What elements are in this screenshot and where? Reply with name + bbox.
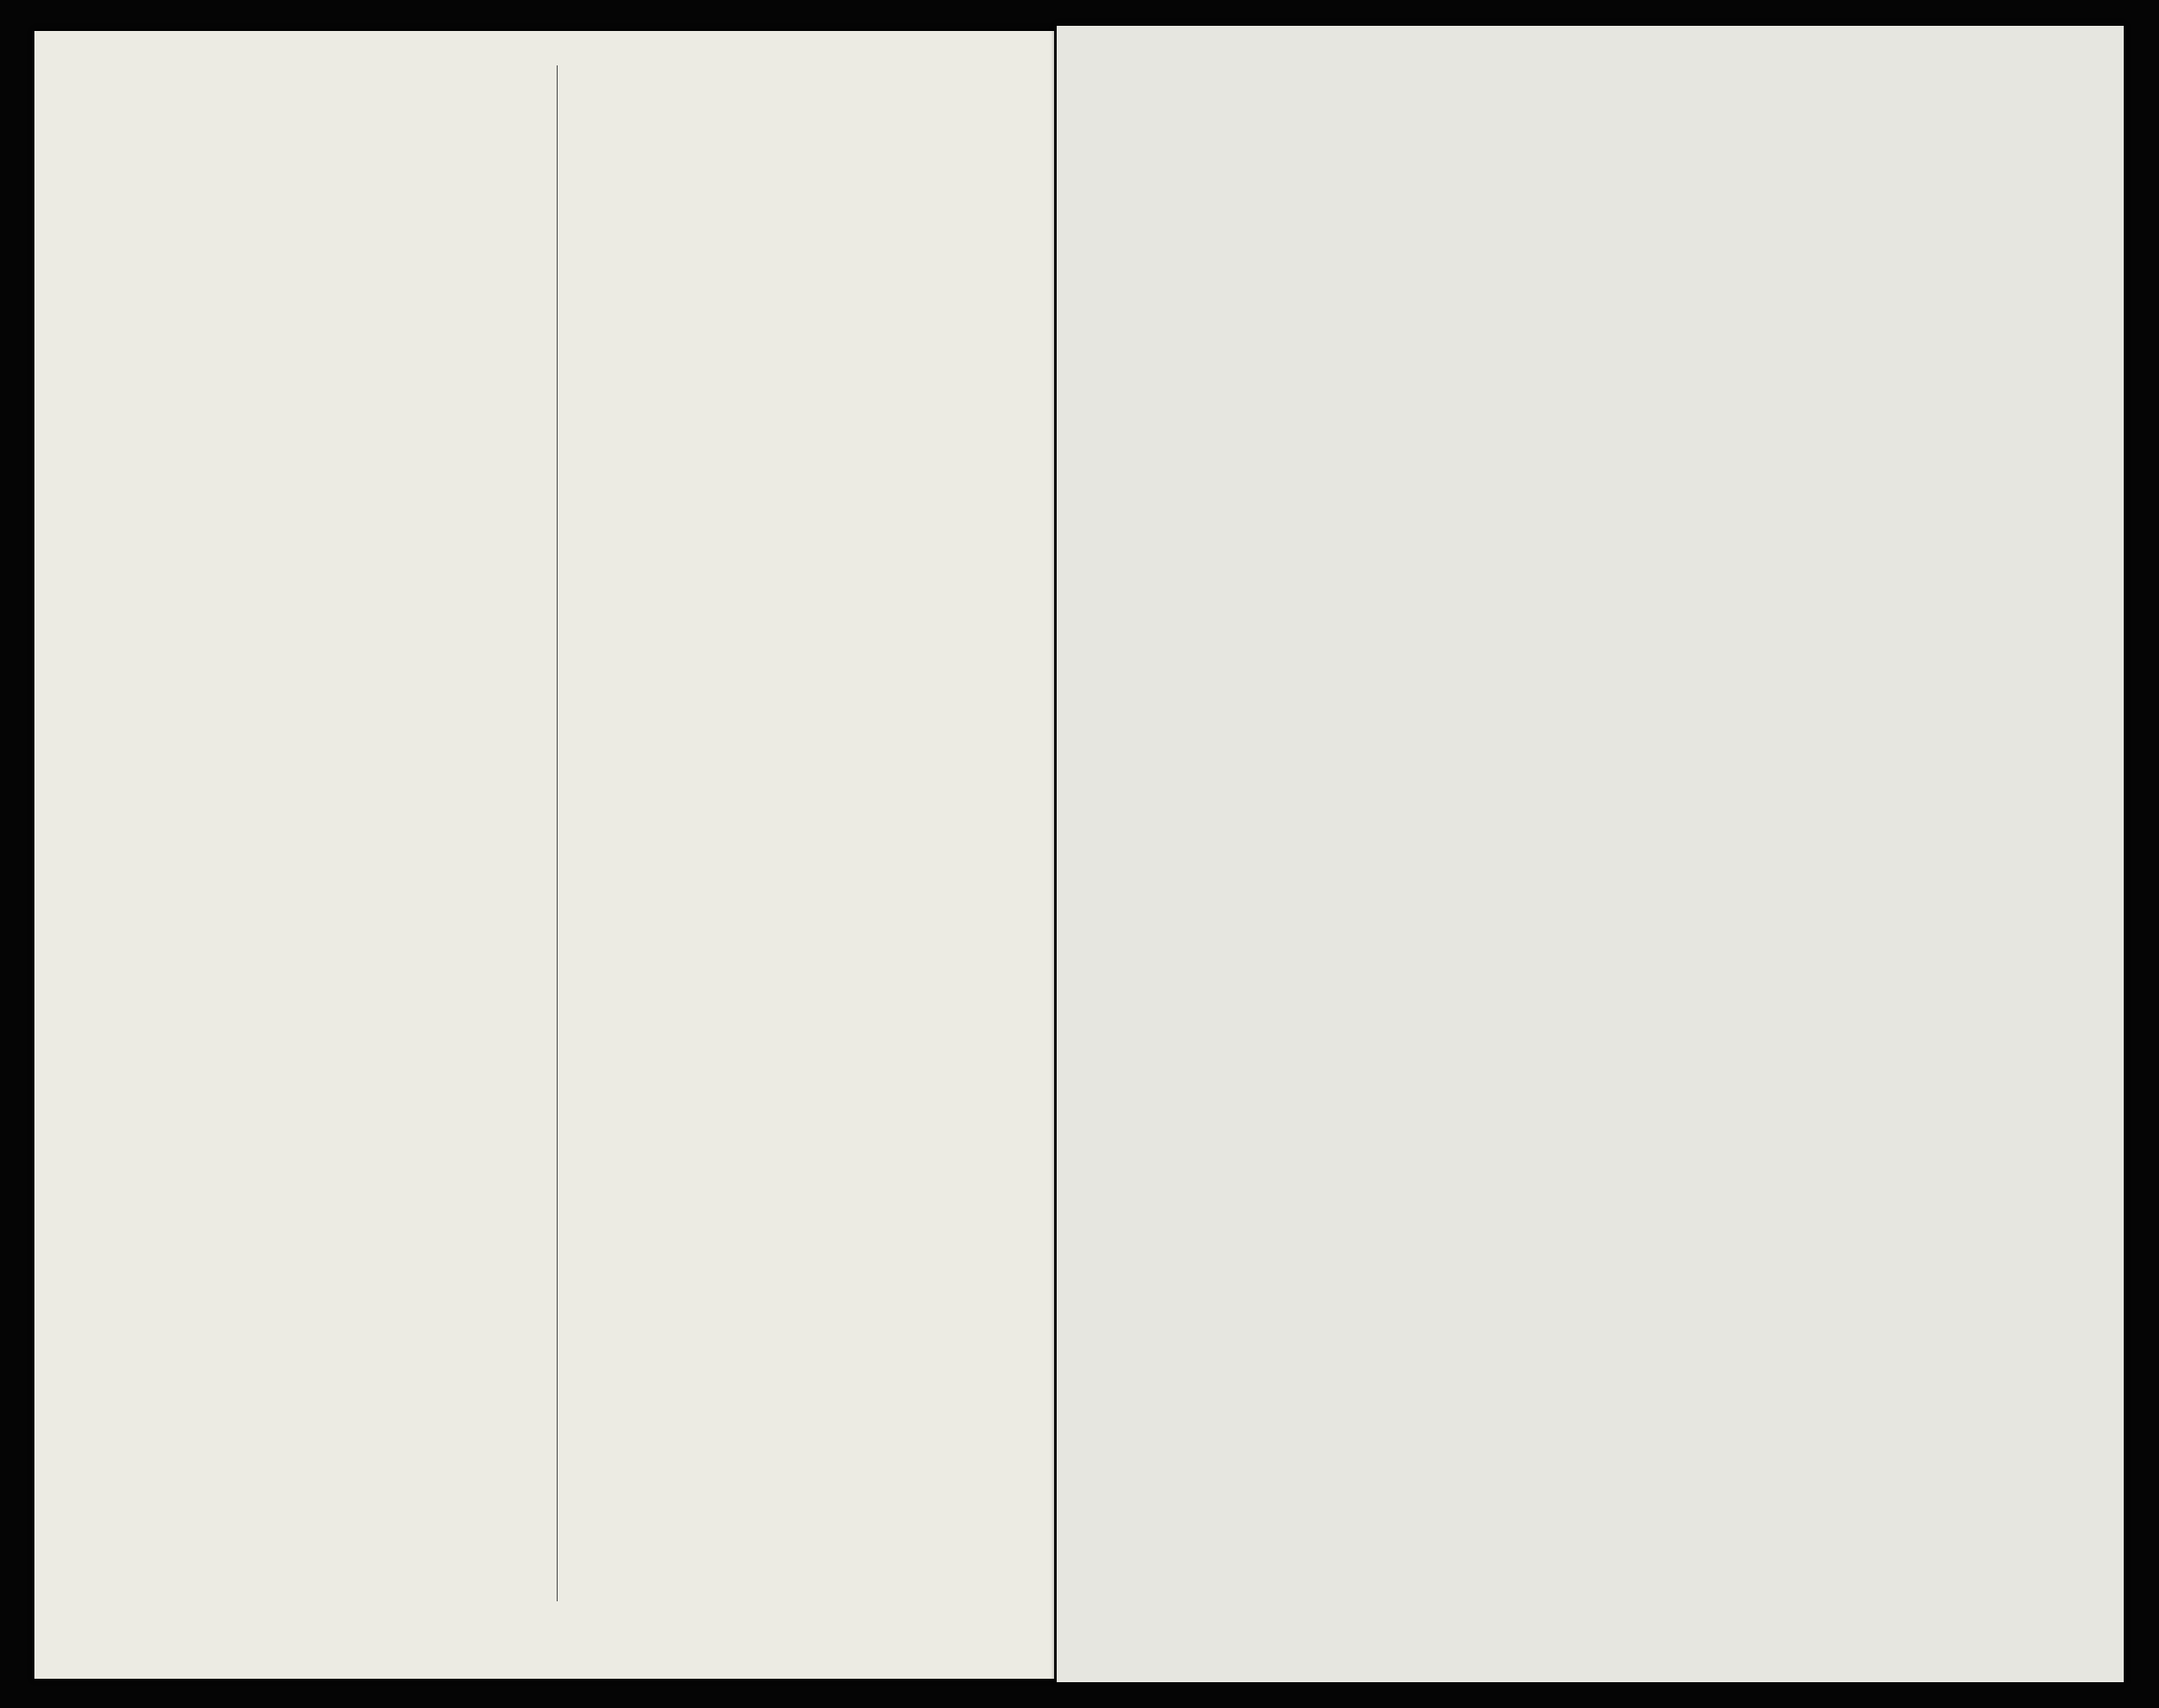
instructions-column-1 (77, 72, 549, 1597)
census-form-grid (1057, 26, 2124, 1682)
instructions-column-2 (571, 72, 1035, 1597)
right-page-table (1057, 26, 2124, 1682)
left-page (34, 31, 1054, 1679)
column-divider (557, 65, 558, 1601)
